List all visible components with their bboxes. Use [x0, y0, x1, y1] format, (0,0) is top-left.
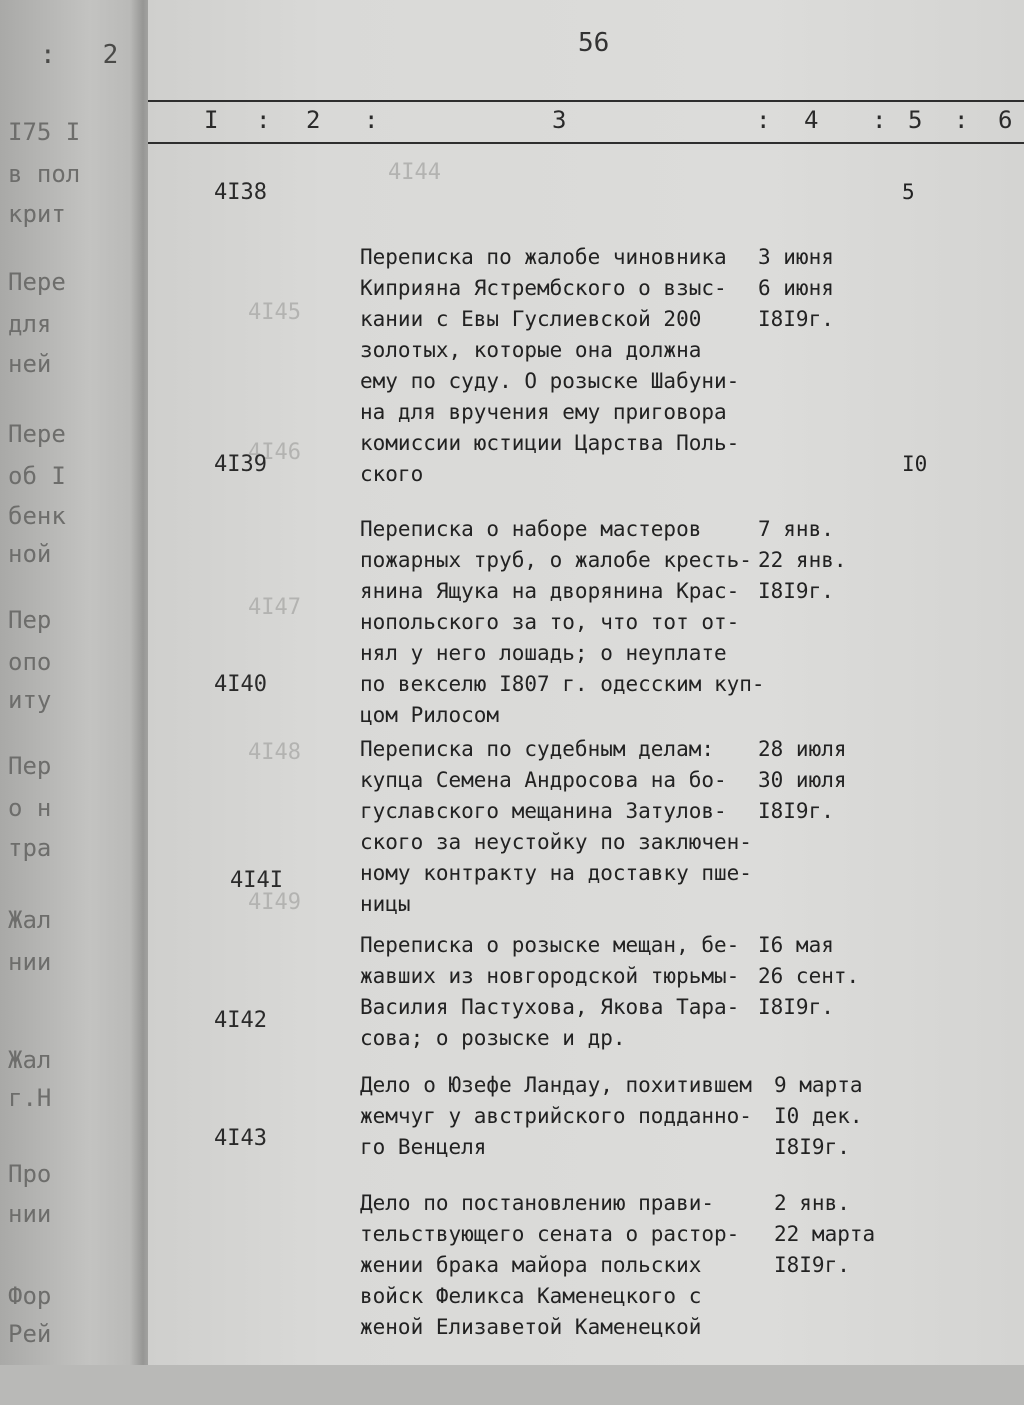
entry-dates: 9 марта I0 дек. I8I9г. — [774, 1073, 863, 1159]
adjacent-page-fragment: Жал — [8, 1046, 52, 1074]
entry-description: Дело о Юзефе Ландау, похитившем жемчуг у австрийского подданно- го Венцеля — [360, 1073, 752, 1159]
bleed-through: 4I47 — [248, 595, 301, 620]
column-header-4: 4 — [804, 106, 819, 134]
adjacent-page-fragment: Рей — [8, 1320, 52, 1348]
adjacent-page-fragment: об I — [8, 462, 66, 490]
adjacent-page-fragment: нии — [8, 948, 52, 976]
column-header-3: 3 — [552, 106, 567, 134]
adjacent-page-fragment: крит — [8, 200, 66, 228]
column-separator: : — [872, 106, 887, 134]
adjacent-page-fragment: Жал — [8, 906, 52, 934]
adjacent-page-fragment: для — [8, 310, 52, 338]
entry-dates: 7 янв. 22 янв. I8I9г. — [758, 517, 847, 603]
entry-description: Переписка по жалобе чиновника Киприяна Ястрембского о взыс- кании с Евы Гуслиевской 200 золотых, которые она должна ему по суду. О розыске Шабуни- на для вручения ему приговора комиссии юстиции Царства Поль- ского — [360, 245, 740, 486]
entry-number: 4I40 — [214, 672, 267, 697]
adjacent-page-fragment: иту — [8, 686, 52, 714]
entry-sheet-count: I0 — [902, 452, 928, 476]
entry-description: Переписка о розыске мещан, бе- жавших из новгородской тюрьмы- Василия Пастухова, Якова Тара- сова; о розыске и др. — [360, 933, 740, 1050]
adjacent-page-fragment: Пере — [8, 268, 66, 296]
page-number: 56 — [578, 28, 610, 58]
entry-sheet-count: 5 — [902, 180, 915, 204]
entry-dates: 28 июля 30 июля I8I9г. — [758, 737, 847, 823]
adjacent-page-fragment: бенк — [8, 502, 66, 530]
adjacent-page-fragment: Про — [8, 1160, 52, 1188]
adjacent-page-fragment: Фор — [8, 1282, 52, 1310]
adjacent-page-fragment: ной — [8, 540, 52, 568]
adjacent-page-fragment: ней — [8, 350, 52, 378]
bleed-through: 4I45 — [248, 300, 301, 325]
adjacent-page-fragment: тра — [8, 834, 52, 862]
entry-number: 4I39 — [214, 452, 267, 477]
column-header-6: 6 — [998, 106, 1013, 134]
adjacent-page-fragment: Пере — [8, 420, 66, 448]
column-separator: : — [756, 106, 771, 134]
column-separator: : — [364, 106, 379, 134]
bleed-through: 4I44 — [388, 160, 441, 185]
column-header-1: I — [204, 106, 219, 134]
adjacent-page-fragment: опо — [8, 648, 52, 676]
table-header-bottom-rule — [148, 142, 1024, 144]
entry-number: 4I43 — [214, 1126, 267, 1151]
adjacent-page-header: : 2 — [40, 40, 119, 70]
adjacent-page-fragment: I75 I — [8, 118, 81, 146]
table-header-top-rule — [148, 100, 1024, 102]
adjacent-page — [0, 0, 150, 1365]
adjacent-page-fragment: Пер — [8, 752, 52, 780]
adjacent-page-fragment: Пер — [8, 606, 52, 634]
adjacent-page-fragment: г.Н — [8, 1084, 52, 1112]
adjacent-page-fragment: о н — [8, 794, 52, 822]
document-page — [148, 0, 1024, 1365]
column-header-2: 2 — [306, 106, 321, 134]
entry-description: Переписка о наборе мастеров пожарных труб, о жалобе кресть- янина Ящука на дворянина Крас- нопольского за то, что тот от- нял у него лошадь; о неуплате по векселю I807 г. одесским куп- цом Рилосом — [360, 517, 765, 727]
entry-dates: I6 мая 26 сент. I8I9г. — [758, 933, 860, 1019]
adjacent-page-fragment: нии — [8, 1200, 52, 1228]
entry-dates: 2 янв. 22 марта I8I9г. — [774, 1191, 876, 1277]
entry-description: Переписка по судебным делам: купца Семена Андросова на бо- гуславского мещанина Затулов- ского за неустойку по заключен- ному контракту на доставку пше- ницы — [360, 737, 752, 916]
entry-number: 4I42 — [214, 1008, 267, 1033]
entry-dates: 3 июня 6 июня I8I9г. — [758, 245, 834, 331]
bleed-through: 4I48 — [248, 740, 301, 765]
entry-description: Дело по постановлению прави- тельствующего сената о растор- жении брака майора польских войск Феликса Каменецкого с женой Елизаветой Каменецкой — [360, 1191, 740, 1339]
column-header-5: 5 — [908, 106, 923, 134]
adjacent-page-fragment: в пол — [8, 160, 81, 188]
column-separator: : — [954, 106, 969, 134]
entry-number: 4I38 — [214, 180, 267, 205]
bleed-through: 4I49 — [248, 890, 301, 915]
bleed-through: 4I46 — [248, 440, 301, 465]
entry-number: 4I4I — [230, 868, 283, 893]
column-separator: : — [256, 106, 271, 134]
